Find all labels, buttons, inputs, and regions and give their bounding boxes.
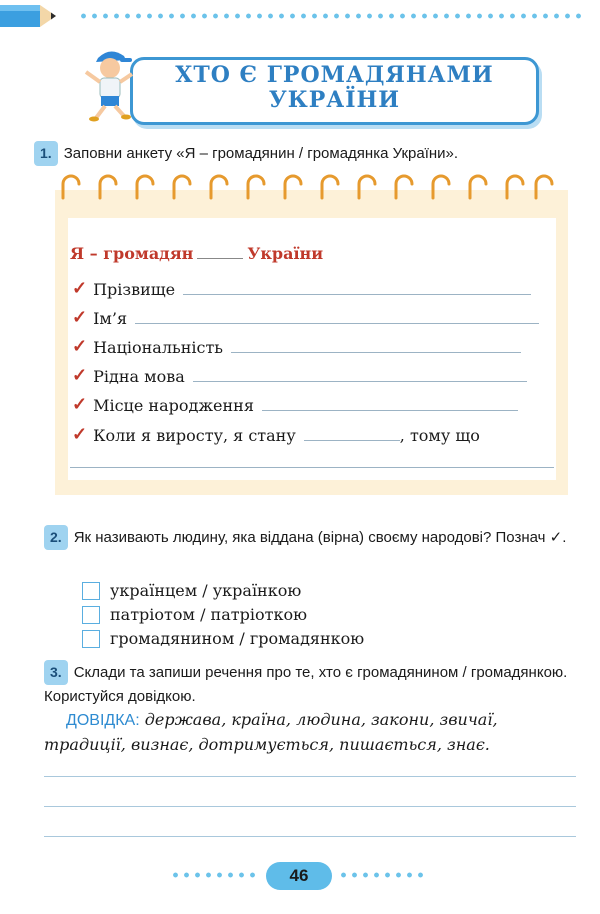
answer-line[interactable]	[44, 776, 576, 777]
form-field-label-end: , тому що	[399, 426, 480, 445]
form-field-label: Ім’я	[93, 309, 128, 328]
answer-line[interactable]	[44, 836, 576, 837]
task-text: Заповни анкету «Я – громадянин / громадянка України».	[63, 145, 459, 162]
form-row-surname	[72, 277, 531, 299]
form-field-label: Національність	[93, 338, 224, 357]
page-number: 46	[266, 862, 332, 890]
checkmark-icon: ✓	[72, 365, 88, 386]
spiral-binding	[55, 172, 555, 200]
form-heading	[70, 244, 323, 263]
task-2	[44, 525, 584, 550]
checkmark-icon: ✓	[72, 394, 88, 415]
decorative-dots	[78, 13, 583, 19]
form-heading-part1: Я – громадян	[70, 244, 194, 263]
option-label: патріотом / патріоткою	[110, 605, 307, 624]
name-line[interactable]	[135, 323, 539, 324]
option-1[interactable]	[82, 581, 301, 600]
option-3[interactable]	[82, 629, 364, 648]
form-field-label: Коли я виросту, я стану	[93, 426, 296, 445]
decorative-dots	[170, 872, 260, 878]
checkbox[interactable]	[82, 582, 100, 600]
reason-line[interactable]	[70, 467, 554, 468]
option-label: громадянином / громадянкою	[110, 629, 365, 648]
task-1	[34, 141, 458, 166]
checkmark-icon: ✓	[72, 336, 88, 357]
form-field-label: Прізвище	[93, 280, 176, 299]
form-row-birthplace	[72, 393, 518, 415]
profession-line[interactable]	[304, 440, 400, 441]
task-text: Як називають людину, яка віддана (вірна) своєму народові? Познач ✓.	[73, 529, 567, 546]
reference-words: держава, країна, людина, закони, звичаї, традиції, визнає, дотримується, пишається, знає.	[44, 710, 498, 754]
form-row-nationality	[72, 335, 521, 357]
option-label: українцем / українкою	[110, 581, 302, 600]
pencil-icon	[0, 2, 58, 30]
form-row-language	[72, 364, 527, 386]
heading-blank[interactable]	[197, 258, 243, 259]
task-text: Склади та запиши речення про те, хто є громадянином / громадянкою. Користуйся довідкою.	[44, 664, 568, 705]
task-number: 2.	[44, 525, 68, 550]
checkbox[interactable]	[82, 630, 100, 648]
checkmark-icon: ✓	[72, 307, 88, 328]
title-line-1: ХТО Є ГРОМАДЯНАМИ	[175, 62, 494, 88]
checkmark-icon: ✓	[72, 424, 88, 445]
surname-line[interactable]	[183, 294, 531, 295]
form-field-label: Рідна мова	[93, 367, 185, 386]
form-row-name	[72, 306, 539, 328]
checkbox[interactable]	[82, 606, 100, 624]
title-line-2: УКРАЇНИ	[268, 87, 401, 113]
checkmark-icon: ✓	[72, 278, 88, 299]
birthplace-line[interactable]	[262, 410, 518, 411]
answer-line[interactable]	[44, 806, 576, 807]
task-number: 3.	[44, 660, 68, 685]
task-number: 1.	[34, 141, 58, 166]
nationality-line[interactable]	[231, 352, 521, 353]
form-heading-part2: України	[247, 244, 324, 263]
page-title	[130, 63, 539, 113]
form-row-future	[72, 423, 480, 445]
decorative-dots	[338, 872, 428, 878]
form-field-label: Місце народження	[93, 396, 254, 415]
language-line[interactable]	[193, 381, 527, 382]
option-2[interactable]	[82, 605, 307, 624]
task-3	[44, 660, 584, 708]
reference-box	[44, 708, 584, 757]
reference-label: ДОВІДКА:	[66, 712, 140, 729]
